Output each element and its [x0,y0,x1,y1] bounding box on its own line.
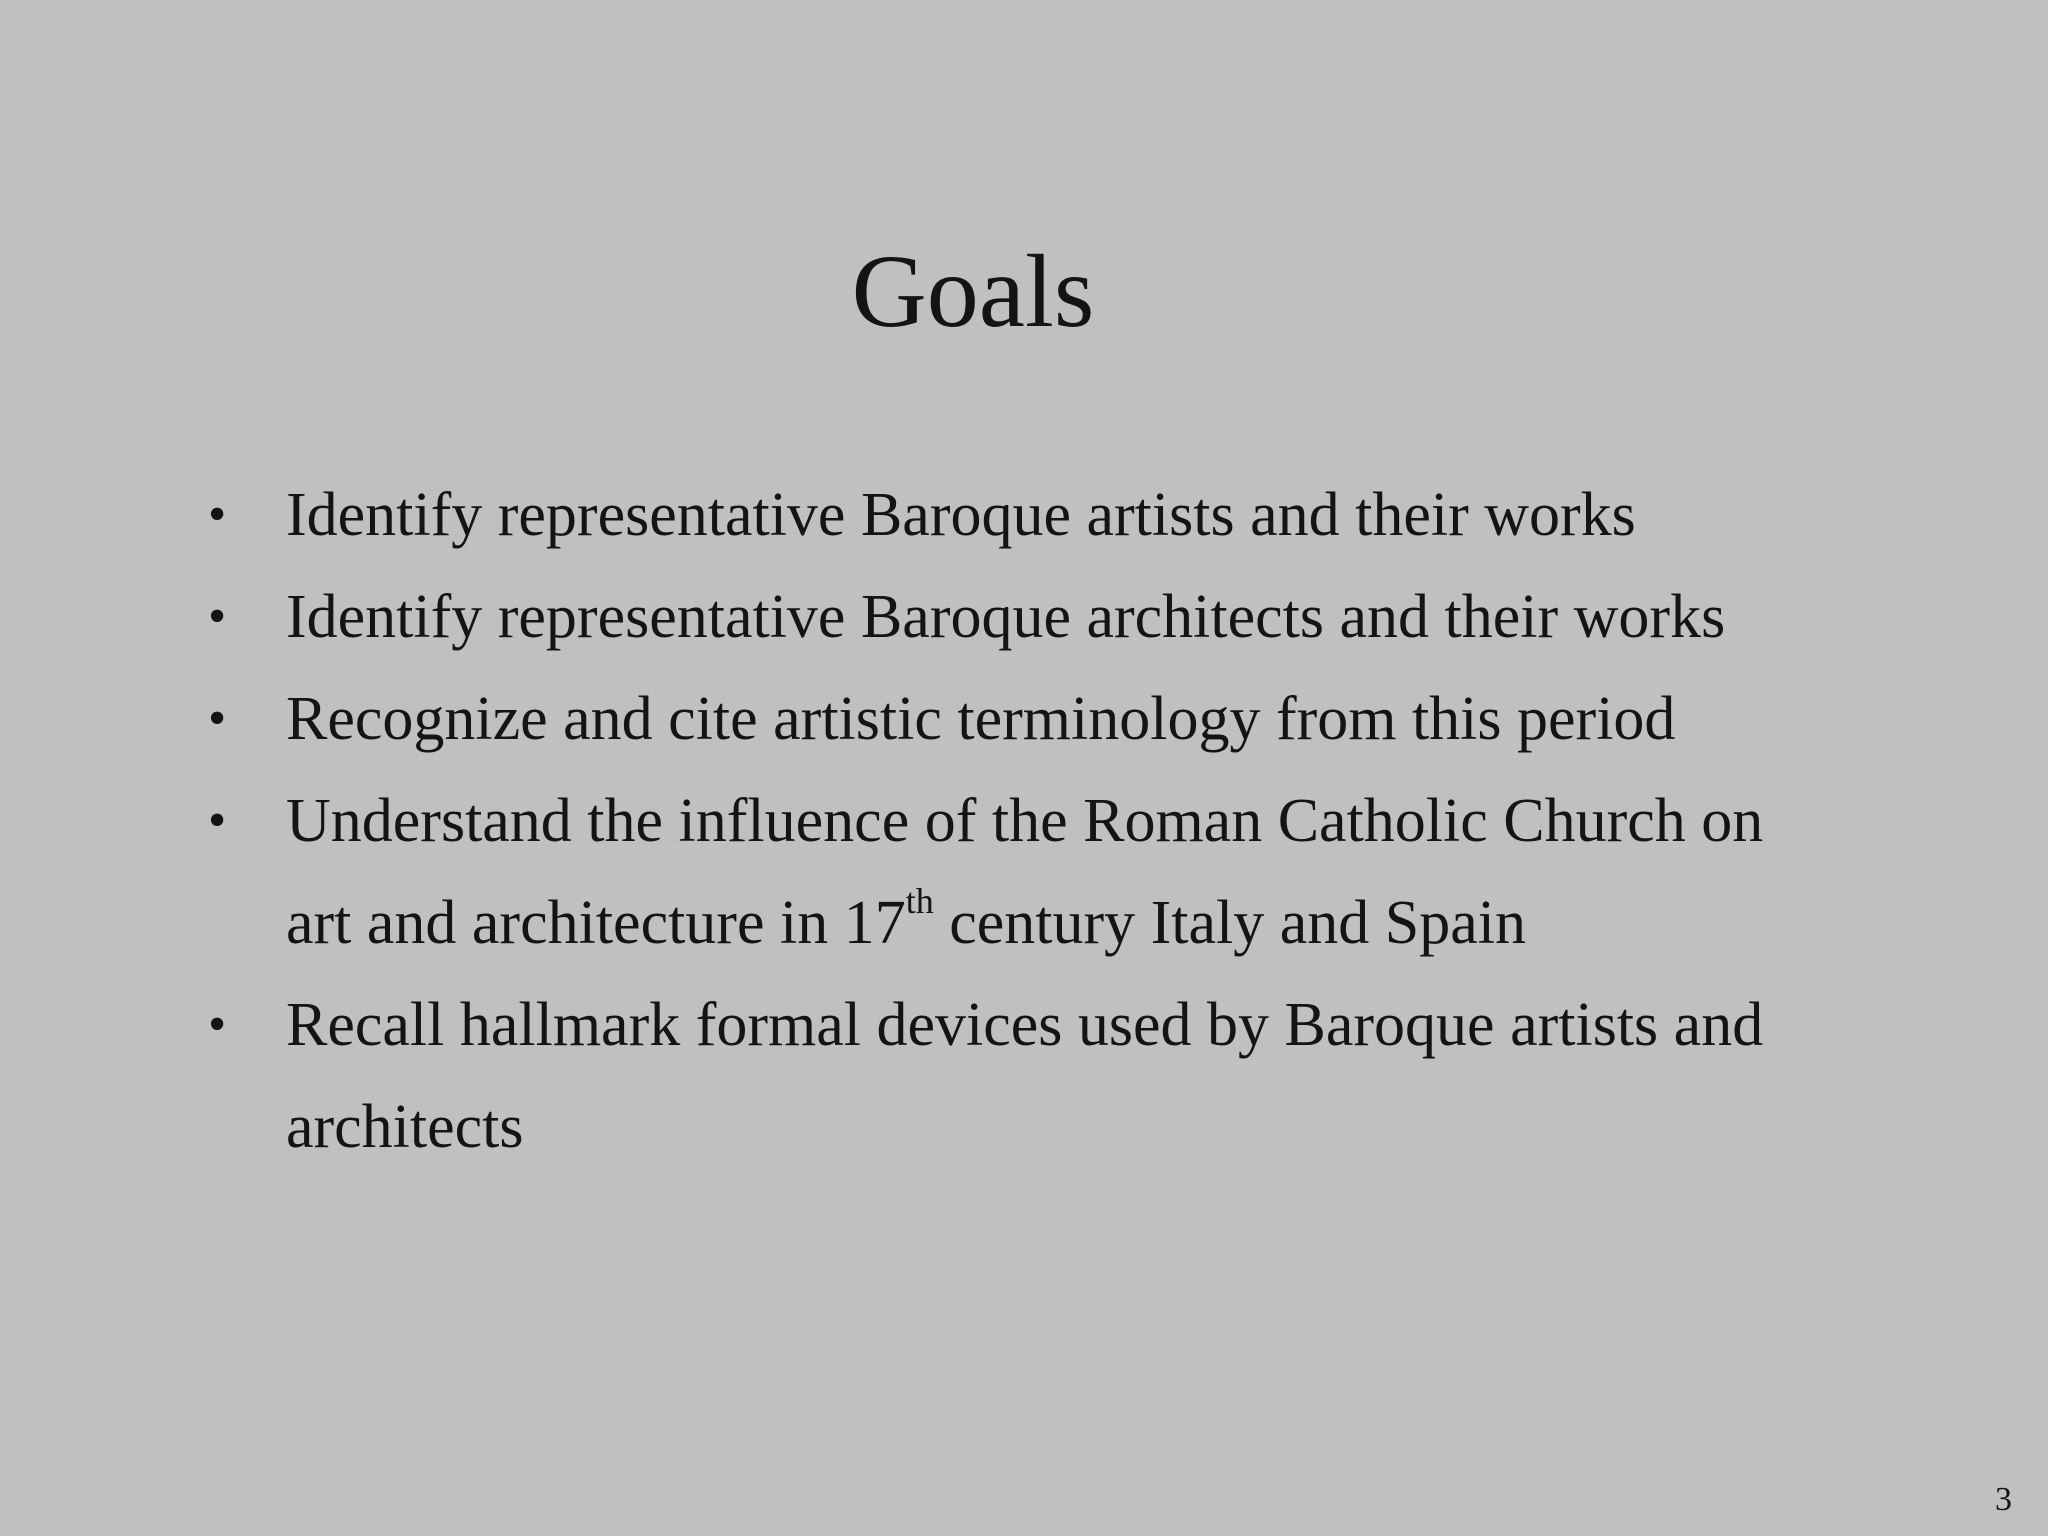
bullet-icon: • [208,690,227,747]
goal-item-2 [196,566,1916,668]
goal-text-line-2: architects [286,1093,524,1161]
slide-title: Goals [851,234,1095,349]
goal-item-4 [196,770,1916,974]
goal-text: Recognize and cite artistic terminology from this period [286,685,1676,753]
goal-text: Identify representative Baroque architects and their works [286,583,1726,651]
goals-list [196,464,1916,1178]
goal-item-1 [196,464,1916,566]
goal-item-3 [196,668,1916,770]
goal-text-line-1: Understand the influence of the Roman Catholic Church on [286,787,1764,855]
goal-text-part: art and architecture in 17 [286,889,906,957]
page-number: 3 [1995,1481,2012,1518]
bullet-icon: • [208,588,227,645]
goal-text: Identify representative Baroque artists and their works [286,481,1636,549]
goal-text-part: century Italy and Spain [933,889,1526,957]
goal-text-line-2 [286,872,1916,974]
bullet-icon: • [208,792,227,849]
bullet-icon: • [208,486,227,543]
goal-text-line-1: Recall hallmark formal devices used by Baroque artists and [286,991,1764,1059]
goal-item-5 [196,974,1916,1178]
ordinal-suffix: th [905,881,934,921]
bullet-icon: • [208,996,227,1053]
